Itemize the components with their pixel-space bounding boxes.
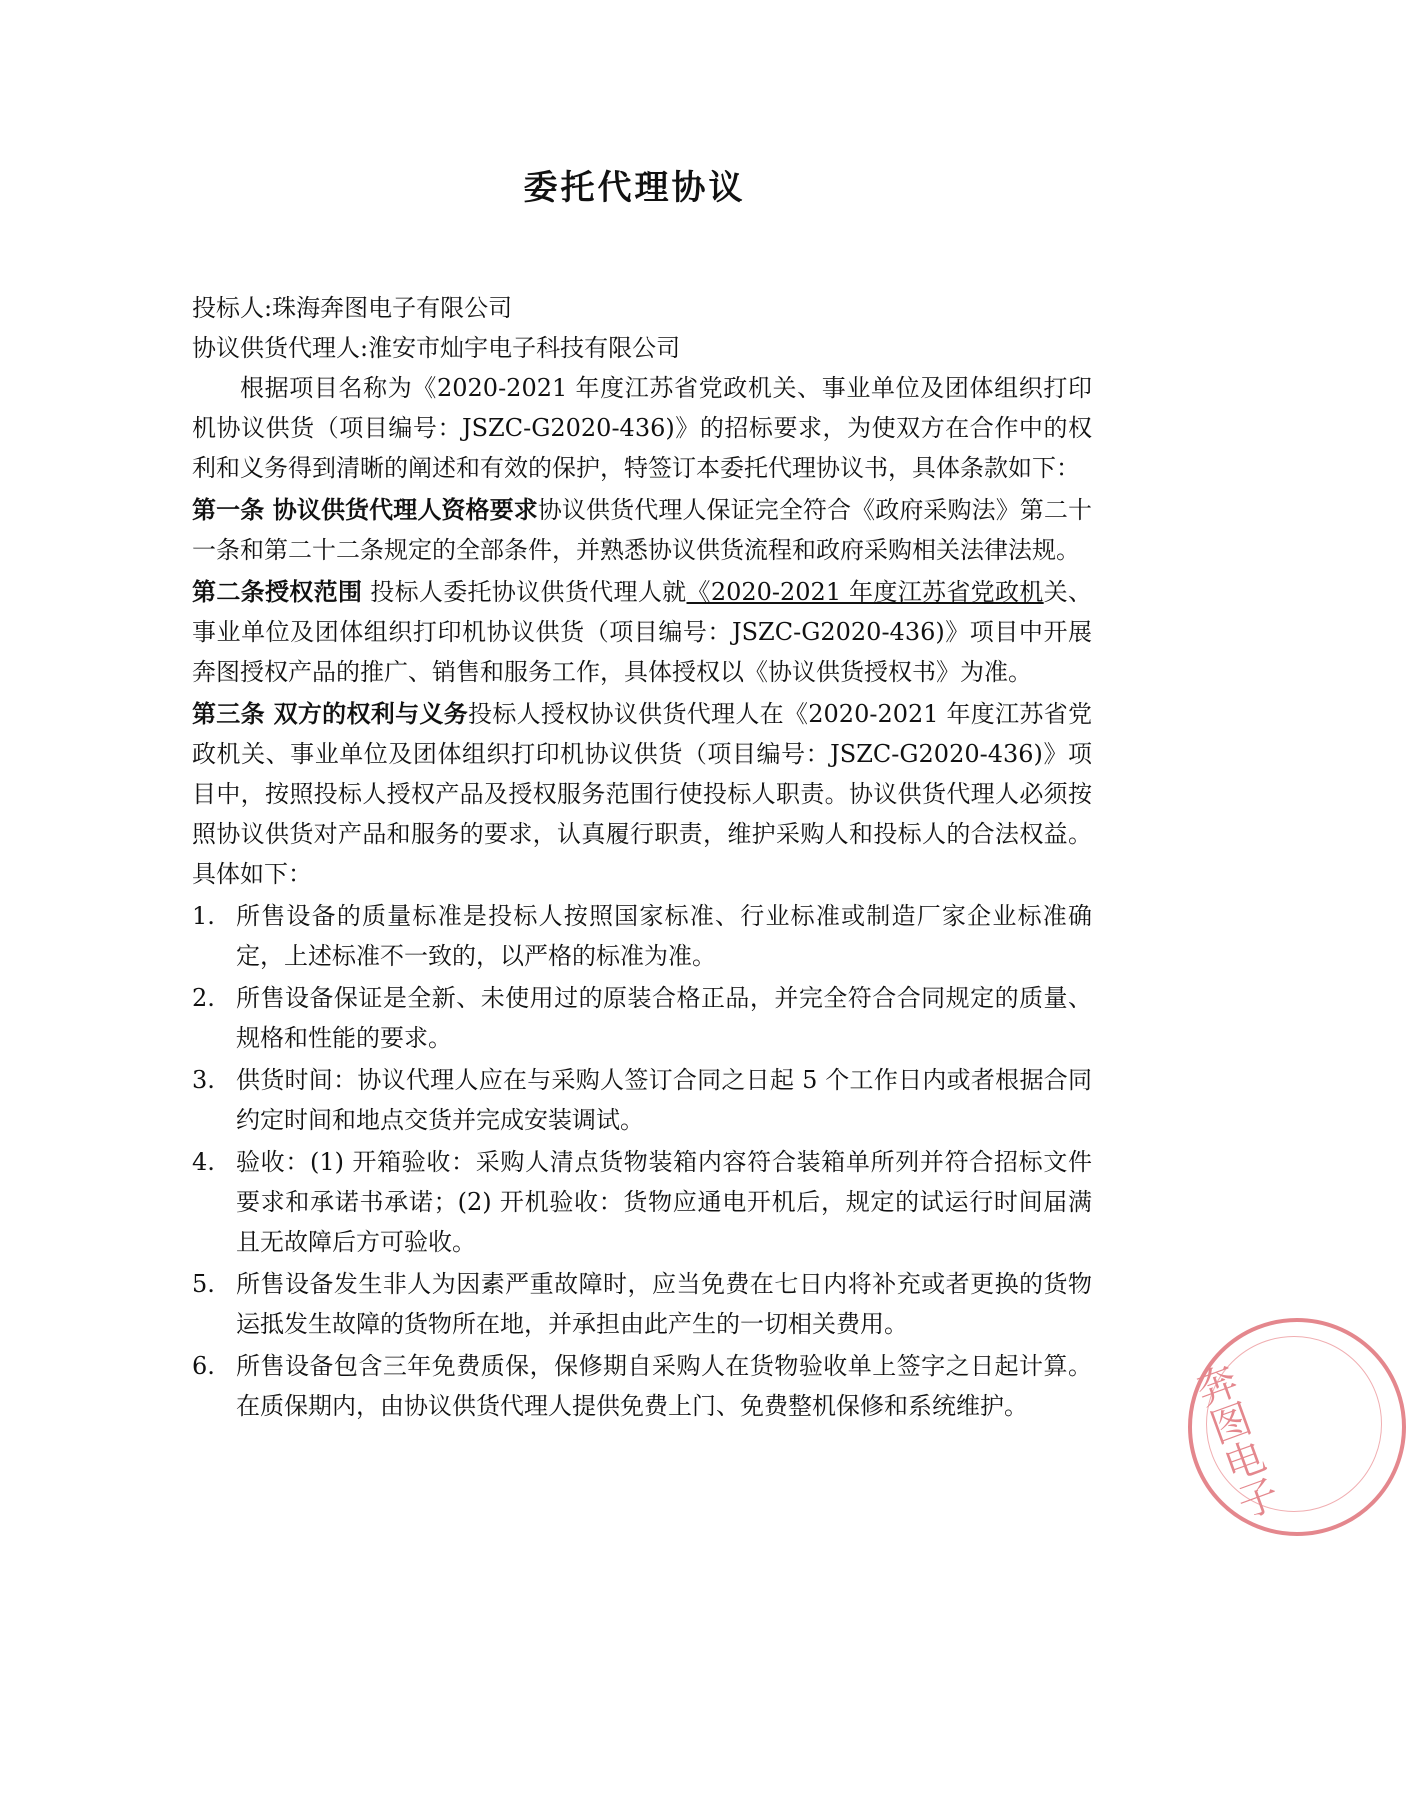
agent-line: 协议供货代理人:淮安市灿宇电子科技有限公司 <box>192 334 681 362</box>
clause-2-underlined-text: 《2020-2021 年度江苏省党政机 <box>686 578 1044 606</box>
company-seal-stamp <box>1185 1318 1406 1536</box>
list-item <box>192 896 1092 976</box>
clause-2-text-before: 投标人委托协议供货代理人就 <box>362 578 687 606</box>
list-item-text: 供货时间：协议代理人应在与采购人签订合同之日起 5 个工作日内或者根据合同约定时间和地点交货并完成安装调试。 <box>236 1066 1092 1134</box>
list-item <box>192 1142 1092 1262</box>
bidder-line: 投标人:珠海奔图电子有限公司 <box>192 294 513 322</box>
clause-2-heading: 第二条授权范围 <box>192 577 363 606</box>
clause-2 <box>192 572 1092 692</box>
list-item <box>192 1264 1092 1344</box>
list-item-text: 所售设备发生非人为因素严重故障时，应当免费在七日内将补充或者更换的货物运抵发生故障的货物所在地，并承担由此产生的一切相关费用。 <box>236 1270 1092 1338</box>
list-item-number: 5. <box>192 1270 215 1298</box>
intro-paragraph: 根据项目名称为《2020-2021 年度江苏省党政机关、事业单位及团体组织打印机协议供货（项目编号：JSZC-G2020-436)》的招标要求，为使双方在合作中的权利和义务得到清晰的阐述和有效的保护，特签订本委托代理协议书，具体条款如下： <box>192 374 1092 482</box>
clause-1-text: 协议供货代理人保证完全符合《政府采购法》第二十一条和第二十二条规定的全部条件，并熟悉协议供货流程和政府采购相关法律法规。 <box>192 496 1093 564</box>
list-item-text: 验收：(1) 开箱验收：采购人清点货物装箱内容符合装箱单所列并符合招标文件要求和承诺书承诺；(2) 开机验收：货物应通电开机后，规定的试运行时间届满且无故障后方可验收。 <box>236 1148 1092 1256</box>
list-item-number: 3. <box>192 1066 215 1094</box>
clause-1-heading: 第一条 协议供货代理人资格要求 <box>192 495 538 524</box>
list-item <box>192 1346 1092 1426</box>
obligations-list <box>192 896 1092 1426</box>
document-title: 委托代理协议 <box>523 168 746 208</box>
clause-3-text: 投标人授权协议供货代理人在《2020-2021 年度江苏省党政机关、事业单位及团体组织打印机协议供货（项目编号：JSZC-G2020-436)》项目中，按照投标人授权产品及授权服务范围行使投标人职责。协议供货代理人必须按照协议供货对产品和服务的要求，认真履行职责，维护采购人和投标人的合法权益。具体如下： <box>192 700 1092 888</box>
list-item-number: 2. <box>192 984 215 1012</box>
clause-2-text-after: 关、事业单位及团体组织打印机协议供货（项目编号：JSZC-G2020-436)》项目中开展奔图授权产品的推广、销售和服务工作，具体授权以《协议供货授权书》为准。 <box>192 578 1092 686</box>
clause-3-heading: 第三条 双方的权利与义务 <box>192 699 469 728</box>
seal-text: 奔图电子 <box>1185 1359 1284 1526</box>
list-item <box>192 978 1092 1058</box>
list-item <box>192 1060 1092 1140</box>
list-item-number: 1. <box>192 902 215 930</box>
clause-3 <box>192 694 1092 894</box>
list-item-number: 4. <box>192 1148 215 1176</box>
document-body <box>192 288 1092 1426</box>
list-item-text: 所售设备包含三年免费质保，保修期自采购人在货物验收单上签字之日起计算。在质保期内，由协议供货代理人提供免费上门、免费整机保修和系统维护。 <box>236 1352 1092 1420</box>
list-item-number: 6. <box>192 1352 215 1380</box>
clause-1 <box>192 490 1092 570</box>
list-item-text: 所售设备的质量标准是投标人按照国家标准、行业标准或制造厂家企业标准确定，上述标准不一致的，以严格的标准为准。 <box>236 902 1092 970</box>
list-item-text: 所售设备保证是全新、未使用过的原装合格正品，并完全符合合同规定的质量、规格和性能的要求。 <box>236 984 1092 1052</box>
